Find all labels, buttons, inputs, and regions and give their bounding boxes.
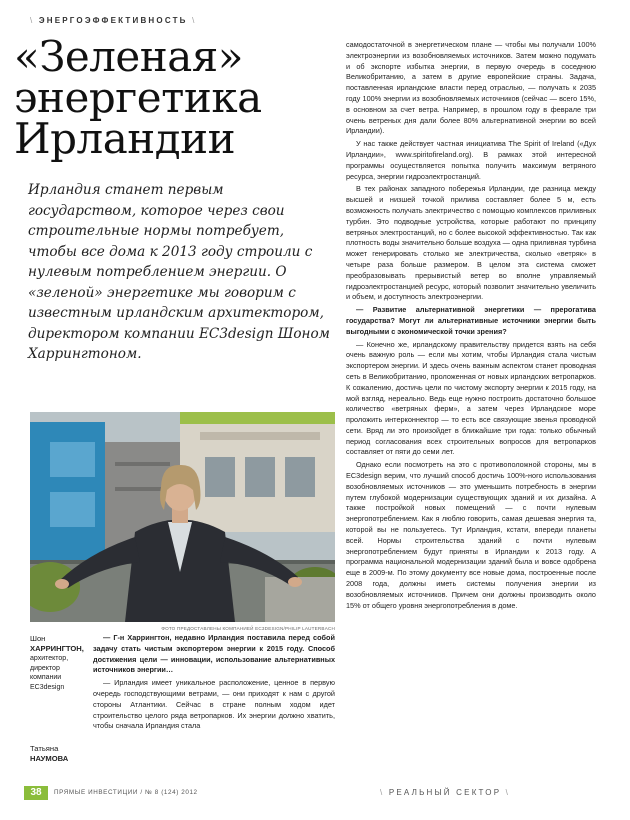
slash-left: \ [30, 16, 39, 25]
paragraph-tidal: В тех районах западного побережья Ирландии, где разница между высшей и низшей точкой прилива составляет более 5 м, есть возможность получать электричество с помощью комплексов приливных турбин. Это подводные устройства, которые работают по принципу ветряных электростанций, но с более высокой эффективностью. Так как плотность воды значительно больше воздуха — одна приливная турбина может генерировать столько же электричества, сколько «ветряк» в четыре раза больше размером. В целом эта система сможет преобразовывать прерывистый ветер во вполне управляемый гидроэлектростанцией ресурс, который позволит значительно увеличить и объем, и доступность электроэнергии. [346, 184, 596, 302]
column-right [346, 40, 596, 613]
article-title [14, 32, 334, 163]
portrait-photo [30, 412, 335, 622]
portrait-photo-illustration [30, 412, 335, 622]
answer-1-cont: самодостаточной в энергетическом плане — чтобы мы получали 100% электроэнергии из возобновляемых источников. Затем можно подумать и об экспорте избытка энергии, в первую очередь в соседнюю Великобританию, а затем в другие европейские страны. Задача, поставленная ирландские власти перед отраслью, — получать к 2035 году 100% энергии из возобновляемых источников (сейчас — всего 15%, в основном за счет ветра. Например, в прошлом году в феврале три очень ветреных дня дали более 80% альтернативной энергии во всей Ирландии). [346, 40, 596, 136]
section-tag [30, 16, 197, 25]
paragraph-ec3design: Однако если посмотреть на это с противоположной стороны, мы в EC3design верим, что лучший способ достичь 100%-ного использования возобновляемых источников — это уменьшить потребность в энергии путем глубокой модернизации существующих зданий и их дизайна. А также постройкой новых помещений — с почти нулевым энергопотреблением. Как я люблю говорить, самая дешевая энергия та, которой вы не пользуетесь. Тут Ирландия, кстати, впереди планеты всей. Нормы строительства зданий с почти нулевым энергопотреблением будут приняты в Ирландии к 2013 году. А программа национальной модернизации зданий была и вовсе одобрена еще в 2009-м. По этому документу все новые дома, построенные после 2008 года, должны иметь системы получения энергии из возобновляемых источников. Причем они должны производить около 15% от общего уровня энергопотребления в доме. [346, 460, 596, 610]
photo-credit: ФОТО ПРЕДОСТАВЛЕНЫ КОМПАНИЕЙ EC3DESIGN/PHILIP LAUTERBACH [161, 626, 335, 631]
interviewee-last-name: ХАРРИНГТОН, [30, 644, 84, 653]
lead-paragraph: Ирландия станет первым государством, которое через свои строительные нормы потребует, чтобы все дома к 2013 году строили с нулевым потреблением энергии. О «зеленой» энергетике мы говорим с известным ирландским архитектором, директором компании EC3design Шоном Харрингтоном. [28, 182, 330, 362]
interviewee-first-name: Шон [30, 634, 46, 643]
interviewee-role: архитектор, директор компании EC3design [30, 655, 69, 691]
column-middle [93, 633, 335, 734]
question-2: — Развитие альтернативной энергетики — прерогатива государства? Могут ли альтернативные источники энергии быть выгодными с экономической точки зрения? [346, 305, 596, 336]
paragraph-spirit-of-ireland: У нас также действует частная инициатива The Spirit of Ireland («Дух Ирландии», www.spiritofireland.org). В рамках этой интересной программы осуществляется попытка получить максимум ветряного ресурса, энергии гидроэлектростанций. [346, 139, 596, 181]
footer-slash-right: \ [501, 788, 511, 797]
page-number: 38 [24, 786, 48, 800]
slash-right: \ [187, 16, 197, 25]
answer-2: — Конечно же, ирландскому правительству придется взять на себя очень важную роль — если мы хотим, чтобы Ирландия стала чистым экспортером энергии. И здесь очень важным аспектом станет проводная сеть в Великобританию, проложенная от новых ирландских ветропарков. К сожалению, достичь цели по чистому экспорту энергии к 2015 году, на мой взгляд, нереально. Ведь еще нужно построить достаточно большое количество «ветряных ферм», а затем через Ирландское море проложить интерконнектор — то есть все связующие звенья проводной сети. Вряд ли это произойдет в ближайшие три года: только обычный период согласования всех строительных вопросов для ветропарков составляет от пяти до семи лет. [346, 339, 596, 457]
footer-slash-left: \ [380, 788, 389, 797]
title-line-2: энергетика [14, 73, 262, 122]
footer-section-name: РЕАЛЬНЫЙ СЕКТОР [388, 788, 502, 797]
author-byline [30, 744, 90, 764]
title-line-1: «Зеленая» [14, 32, 243, 81]
author-last-name: НАУМОВА [30, 754, 69, 763]
author-first-name: Татьяна [30, 744, 59, 753]
interviewee-byline [30, 634, 90, 692]
question-1: — Г-н Харрингтон, недавно Ирландия поставила перед собой задачу стать чистым экспортером энергии к 2015 году. Способ достижения цели — инновации, использование альтернативных источников энергии… [93, 633, 335, 675]
section-name: ЭНЕРГОЭФФЕКТИВНОСТЬ [38, 16, 188, 25]
answer-1-start: — Ирландия имеет уникальное расположение, ценное в первую очередь господствующими ветрами, — они приходят к нам с другой стороны Атлантики. Сейчас в стране полным ходом идет строительство целого ряда ветропарков. Их энергии должно хватить, чтобы сначала Ирландия стала [93, 678, 335, 731]
footer-publication: ПРЯМЫЕ ИНВЕСТИЦИИ / № 8 (124) 2012 [54, 789, 198, 796]
title-line-3: Ирландии [14, 114, 236, 163]
footer-section [380, 788, 510, 797]
